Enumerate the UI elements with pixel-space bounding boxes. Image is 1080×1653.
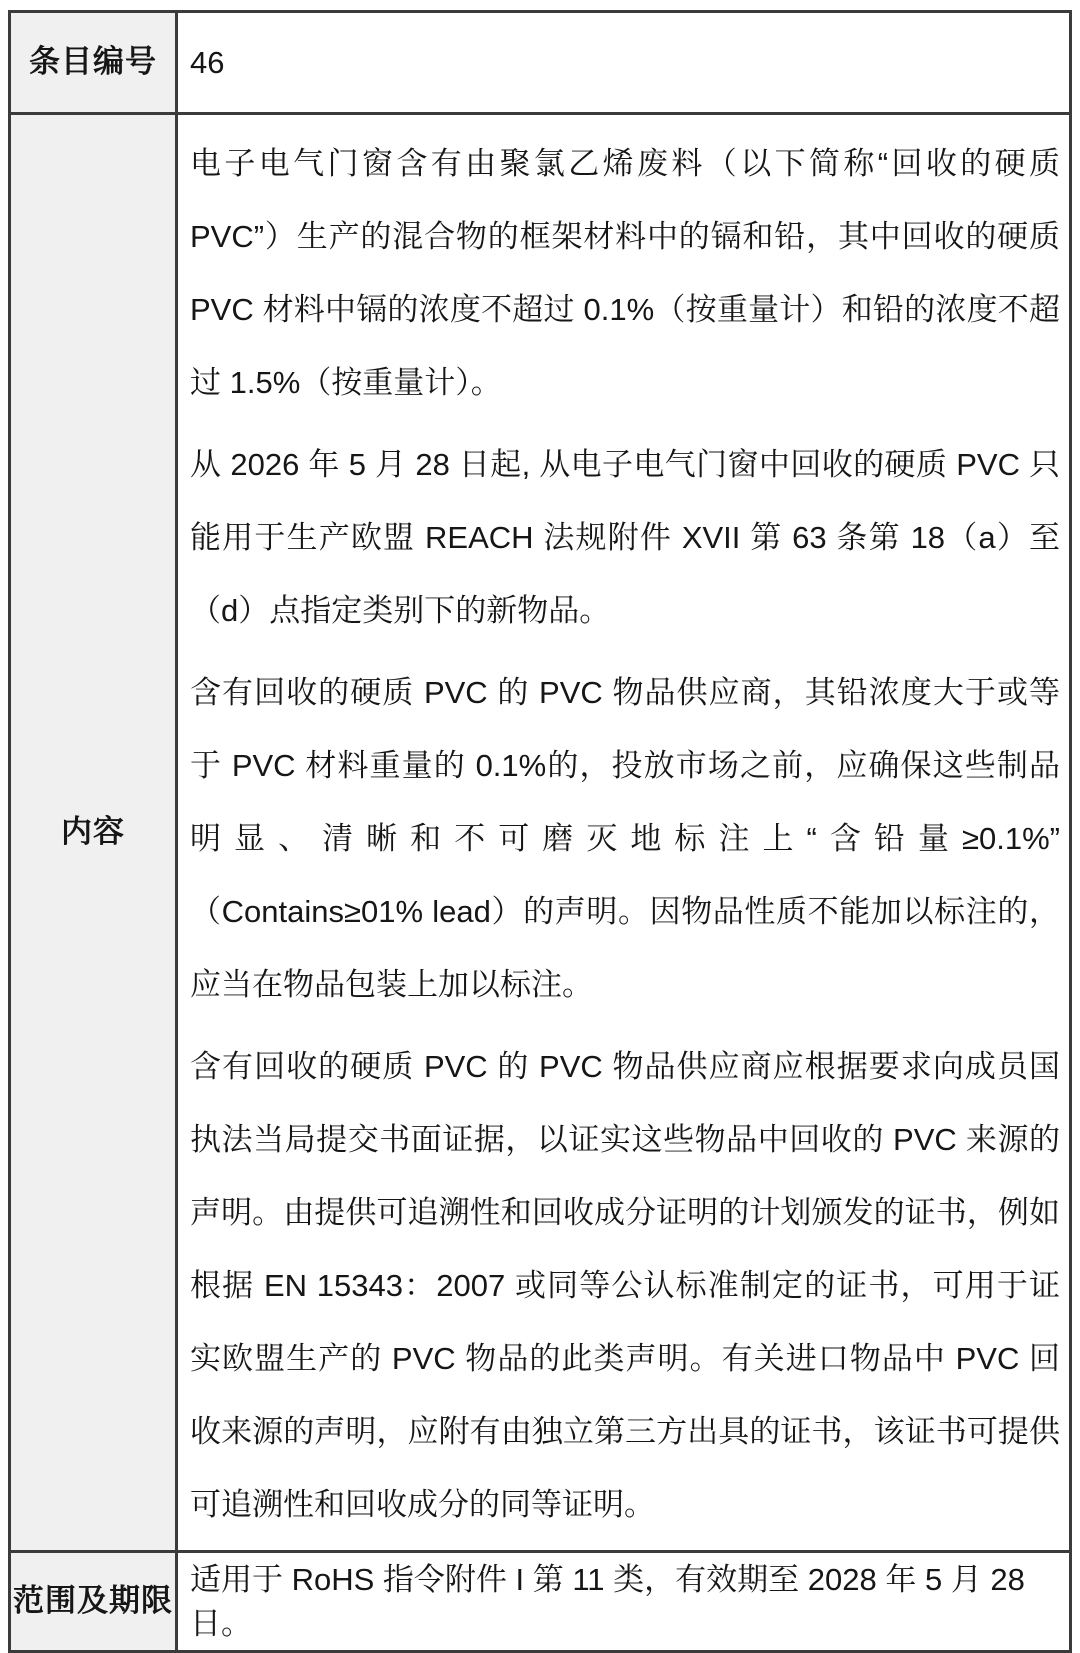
- content-value-cell: [177, 114, 1071, 1552]
- table-row-content: [10, 114, 1071, 1552]
- regulation-entry-table: [8, 10, 1072, 1653]
- content-label-cell: 内容: [10, 114, 177, 1552]
- content-paragraph-2: 从 2026 年 5 月 28 日起, 从电子电气门窗中回收的硬质 PVC 只能用于生产欧盟 REACH 法规附件 XVII 第 63 条第 18（a）至（d）点指定类别下的新物品。: [190, 447, 1060, 628]
- scope-duration-label-cell: 范围及期限: [10, 1552, 177, 1652]
- content-paragraph-4: 含有回收的硬质 PVC 的 PVC 物品供应商应根据要求向成员国执法当局提交书面证据，以证实这些物品中回收的 PVC 来源的声明。由提供可追溯性和回收成分证明的计划颁发的证书，例如根据 EN 15343：2007 或同等公认标准制定的证书，可用于证实欧盟生产的 PVC 物品的此类声明。有关进口物品中 PVC 回收来源的声明，应附有由独立第三方出具的证书，该证书可提供可追溯性和回收成分的同等证明。: [190, 1049, 1060, 1522]
- entry-number-value-cell: 46: [177, 12, 1071, 114]
- content-paragraph-1: 电子电气门窗含有由聚氯乙烯废料（以下简称“回收的硬质 PVC”）生产的混合物的框架材料中的镉和铅，其中回收的硬质 PVC 材料中镉的浓度不超过 0.1%（按重量计）和铅的浓度不超过 1.5%（按重量计）。: [190, 146, 1060, 400]
- scope-duration-value-cell: 适用于 RoHS 指令附件 I 第 11 类，有效期至 2028 年 5 月 28 日。: [177, 1552, 1071, 1652]
- table-row-scope-duration: [10, 1552, 1071, 1652]
- entry-number-label-cell: 条目编号: [10, 12, 177, 114]
- table-row-entry-number: [10, 12, 1071, 114]
- document-page: [0, 10, 1080, 1641]
- content-paragraph-3: 含有回收的硬质 PVC 的 PVC 物品供应商，其铅浓度大于或等于 PVC 材料重量的 0.1%的，投放市场之前，应确保这些制品明显、清晰和不可磨灭地标注上“含铅量≥0.1%” （Contains≥01% lead）的声明。因物品性质不能加以标注的，应当在物品包装上加以标注。: [190, 675, 1060, 1002]
